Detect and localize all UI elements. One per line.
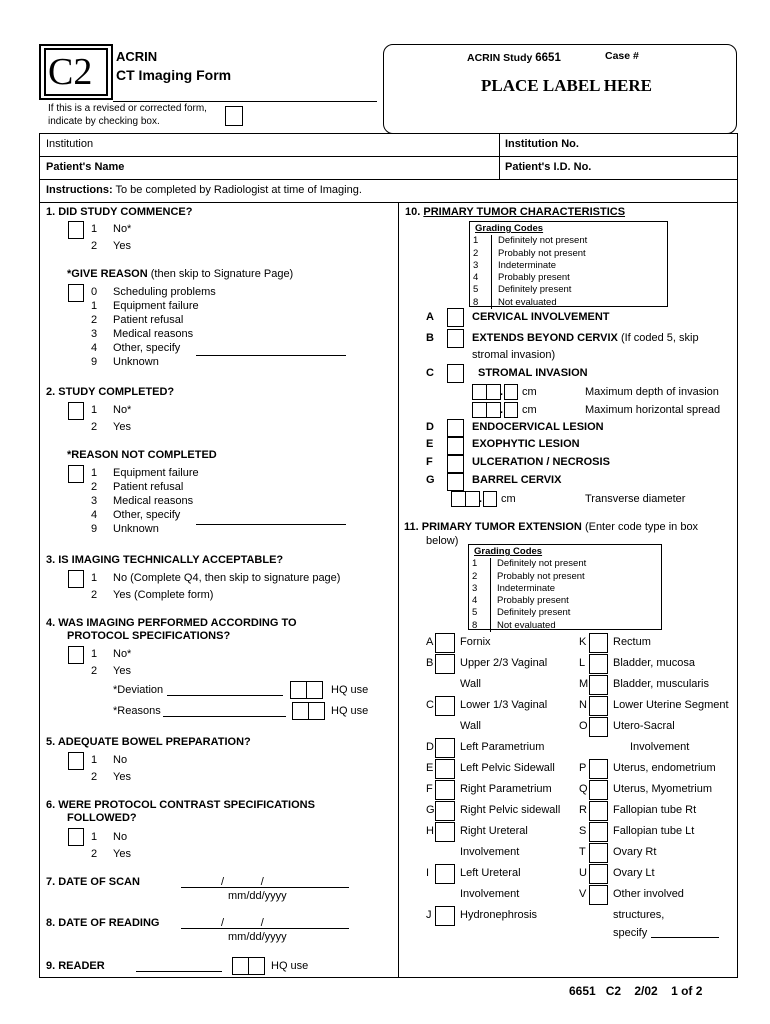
ext-box-n[interactable] [589, 696, 608, 716]
grading-code-number: 8 [473, 297, 492, 309]
footer-code: 6651 C2 2/02 1 of 2 [569, 984, 703, 998]
ext-letter-q: Q [579, 783, 588, 795]
ext-label-n: Lower Uterine Segment [613, 699, 729, 711]
q1-reason-num-0: 0 [91, 286, 98, 298]
ext-box-u[interactable] [589, 864, 608, 884]
q1-reason-box[interactable] [68, 284, 84, 302]
ext-letter-c: C [426, 699, 434, 711]
q1-opt1-num: 1 [91, 223, 98, 235]
ext-box-c[interactable] [435, 696, 455, 716]
q10-f-box[interactable] [447, 455, 464, 473]
q10-b-note-2: stromal invasion) [472, 349, 556, 361]
ext-box-t[interactable] [589, 843, 608, 863]
q2-title: 2. STUDY COMPLETED? [46, 386, 175, 398]
specify-label: specify [613, 927, 648, 939]
q5-opt1: No [113, 754, 128, 766]
q10-g-letter: G [426, 474, 435, 486]
q2-reason-num-0: 1 [91, 467, 98, 479]
q4-opt1-num: 1 [91, 648, 98, 660]
q4-hq-1: HQ use [331, 684, 369, 696]
ext-letter-a: A [426, 636, 434, 648]
grading-code-row [473, 235, 664, 247]
ext-label-g: Right Pelvic sidewall [460, 804, 561, 816]
q3-answer-box[interactable] [68, 570, 84, 588]
frame-right [737, 133, 738, 978]
q10-a-letter: A [426, 311, 434, 323]
q5-opt2-num: 2 [91, 771, 98, 783]
frame-bottom [39, 977, 737, 978]
q5-opt2: Yes [113, 771, 131, 783]
ext-label-h: Right Ureteral [460, 825, 528, 837]
spread-digit-1[interactable] [472, 402, 487, 418]
grading-code-row [473, 248, 664, 260]
ext-label-j: Hydronephrosis [460, 909, 538, 921]
grading-codes-table-2 [468, 544, 662, 630]
q4-hq-box-1a [290, 681, 307, 699]
ext-letter-j: J [426, 909, 432, 921]
q6-opt2-num: 2 [91, 848, 98, 860]
depth-digit-3[interactable] [504, 384, 518, 400]
grading-code-label: Indeterminate [498, 259, 557, 271]
ext-box-d[interactable] [435, 738, 455, 758]
ext-box-e[interactable] [435, 759, 455, 779]
q2-reason-label-0: Equipment failure [113, 467, 199, 479]
ext-label-l: Bladder, mucosa [613, 657, 695, 669]
grading-code-row [472, 607, 658, 619]
ext-box-l[interactable] [589, 654, 608, 674]
grading-code-label: Not evaluated [497, 619, 556, 631]
q1-reason-title: *GIVE REASON (then skip to Signature Page) [67, 268, 294, 280]
grading-code-row [473, 297, 664, 309]
patient-id-field[interactable]: Patient's I.D. No. [505, 161, 592, 173]
grading-code-label: Probably not present [498, 247, 586, 259]
q1-reason-label-3: Medical reasons [113, 328, 194, 340]
grading-code-number: 3 [473, 260, 492, 272]
ext-letter-m: M [579, 678, 589, 690]
q10-b-letter: B [426, 332, 434, 344]
ext-label-s: Fallopian tube Lt [613, 825, 695, 837]
transverse-digit-1[interactable] [451, 491, 466, 507]
instructions: Instructions: To be completed by Radiologist at time of Imaging. [46, 184, 362, 196]
grading-code-number: 1 [472, 558, 491, 570]
q4-opt2: Yes [113, 665, 131, 677]
q10-a-label: CERVICAL INVOLVEMENT [472, 311, 610, 323]
q2-reason-label-3: Other, specify [113, 509, 181, 521]
ext-label2-c: Wall [460, 720, 481, 732]
specify-line[interactable] [651, 937, 719, 938]
q1-opt2-num: 2 [91, 240, 98, 252]
grading-codes-heading: Grading Codes [474, 546, 543, 557]
ext-letter-b: B [426, 657, 434, 669]
ext-letter-n: N [579, 699, 587, 711]
ext-label-i: Left Ureteral [460, 867, 521, 879]
rule [39, 156, 737, 157]
q1-reason-num-1: 1 [91, 300, 98, 312]
ext-label-k: Rectum [613, 636, 651, 648]
ext-label-e: Left Pelvic Sidewall [460, 762, 555, 774]
ext-box-o[interactable] [589, 717, 608, 737]
ext-label2-h: Involvement [460, 846, 520, 858]
ext-box-j[interactable] [435, 906, 455, 926]
place-label: PLACE LABEL HERE [481, 76, 652, 95]
ext-letter-r: R [579, 804, 587, 816]
revised-note-2: indicate by checking box. [48, 116, 160, 127]
grading-code-number: 3 [472, 583, 491, 595]
q2-opt1-num: 1 [91, 404, 98, 416]
q4-opt2-num: 2 [91, 665, 98, 677]
ext-label-v: Other involved [613, 888, 684, 900]
ext-label-m: Bladder, muscularis [613, 678, 709, 690]
depth-label: Maximum depth of invasion [585, 386, 719, 398]
q1-reason-label-2: Patient refusal [113, 314, 184, 326]
q9-hq-box-b [248, 957, 265, 975]
ext-box-h[interactable] [435, 822, 455, 842]
ext-letter-s: S [579, 825, 587, 837]
grading-code-row [472, 595, 658, 607]
ext-label2-o: Involvement [630, 741, 690, 753]
grading-code-row [472, 583, 658, 595]
q1-reason-label-5: Unknown [113, 356, 159, 368]
grading-code-label: Probably present [497, 595, 569, 607]
q7-slashes: / / [221, 876, 264, 888]
ext-label-c: Lower 1/3 Vaginal [460, 699, 548, 711]
transverse-digit-3[interactable] [483, 491, 497, 507]
decimal-point: . [500, 404, 504, 416]
q2-reason-num-1: 2 [91, 481, 98, 493]
grading-code-number: 5 [473, 284, 492, 296]
q1-title: 1. DID STUDY COMMENCE? [46, 206, 193, 218]
q4-deviation-label: *Deviation [113, 684, 164, 696]
q7-title: 7. DATE OF SCAN [46, 876, 140, 888]
grading-code-label: Definitely not present [498, 235, 588, 247]
ext-label-f: Right Parametrium [460, 783, 552, 795]
ext-box-s[interactable] [589, 822, 608, 842]
q4-reasons-label: *Reasons [113, 705, 161, 717]
institution-no-field[interactable]: Institution No. [505, 138, 579, 150]
q11-title: 11. PRIMARY TUMOR EXTENSION (Enter code type in box [404, 521, 699, 533]
q1-reason-label-1: Equipment failure [113, 300, 199, 312]
ext-box-f[interactable] [435, 780, 455, 800]
grading-code-row [472, 571, 658, 583]
q9-title: 9. READER [46, 960, 105, 972]
depth-cm: cm [522, 386, 537, 398]
q10-a-box[interactable] [447, 308, 464, 327]
revised-checkbox[interactable] [225, 106, 243, 126]
grading-code-label: Definitely present [498, 284, 572, 296]
q10-b-box[interactable] [447, 329, 464, 348]
ext-letter-v: V [579, 888, 587, 900]
q2-reason-label-4: Unknown [113, 523, 159, 535]
q7-format: mm/dd/yyyy [228, 890, 287, 902]
grading-code-number: 1 [473, 235, 492, 247]
q4-reasons-line[interactable] [163, 716, 286, 717]
q6-opt2: Yes [113, 848, 131, 860]
case-label: Case # [605, 50, 639, 62]
rule [39, 202, 737, 203]
q4-title-1: 4. WAS IMAGING PERFORMED ACCORDING TO [46, 617, 297, 629]
ext-box-p[interactable] [589, 759, 608, 779]
q1-reason-label-4: Other, specify [113, 342, 181, 354]
q6-opt1-num: 1 [91, 831, 98, 843]
ext-label-p: Uterus, endometrium [613, 762, 716, 774]
q1-opt2: Yes [113, 240, 131, 252]
q5-answer-box[interactable] [68, 752, 84, 770]
ext-box-a[interactable] [435, 633, 455, 653]
grading-code-label: Not evaluated [498, 296, 557, 308]
q10-c-label: STROMAL INVASION [478, 367, 588, 379]
q10-g-label: BARREL CERVIX [472, 474, 562, 486]
ext-box-b[interactable] [435, 654, 455, 674]
q1-reason-label-0: Scheduling problems [113, 286, 216, 298]
ext-box-q[interactable] [589, 780, 608, 800]
q3-opt2: Yes (Complete form) [113, 589, 214, 601]
frame-left [39, 133, 40, 978]
ext-label-a: Fornix [460, 636, 491, 648]
q3-title: 3. IS IMAGING TECHNICALLY ACCEPTABLE? [46, 554, 284, 566]
ext-box-r[interactable] [589, 801, 608, 821]
rule [499, 133, 500, 179]
ext-letter-p: P [579, 762, 587, 774]
q7-date-line[interactable] [181, 887, 349, 888]
org-name: ACRIN [116, 49, 158, 64]
ext-label2-b: Wall [460, 678, 481, 690]
q8-title: 8. DATE OF READING [46, 917, 160, 929]
q2-reason-label-1: Patient refusal [113, 481, 184, 493]
grading-code-row [473, 272, 664, 284]
rule [39, 133, 737, 134]
grading-codes-table-1 [469, 221, 668, 307]
ext-label-o: Utero-Sacral [613, 720, 675, 732]
ext-letter-i: I [426, 867, 430, 879]
grading-code-row [473, 260, 664, 272]
depth-digit-1[interactable] [472, 384, 487, 400]
form-title: CT Imaging Form [116, 67, 232, 83]
ext-label-b: Upper 2/3 Vaginal [460, 657, 548, 669]
depth-digit-2[interactable] [486, 384, 504, 400]
q10-title: 10. PRIMARY TUMOR CHARACTERISTICS [405, 206, 626, 218]
q2-reason-num-4: 9 [91, 523, 98, 535]
q1-answer-box[interactable] [68, 221, 84, 239]
ext-letter-l: L [579, 657, 586, 669]
q2-reason-num-3: 4 [91, 509, 98, 521]
grading-code-label: Indeterminate [497, 582, 556, 594]
q6-answer-box[interactable] [68, 828, 84, 846]
q2-opt1: No* [113, 404, 132, 416]
ext-label-t: Ovary Rt [613, 846, 657, 858]
ext-box-g[interactable] [435, 801, 455, 821]
q8-format: mm/dd/yyyy [228, 931, 287, 943]
grading-code-number: 2 [473, 248, 492, 260]
q2-reason-num-2: 3 [91, 495, 98, 507]
q9-reader-line[interactable] [136, 971, 222, 972]
q2-opt2: Yes [113, 421, 131, 433]
grading-code-label: Probably present [498, 272, 570, 284]
ext-letter-g: G [426, 804, 435, 816]
q2-opt2-num: 2 [91, 421, 98, 433]
q2-reason-title: *REASON NOT COMPLETED [67, 449, 217, 461]
ext-label2-i: Involvement [460, 888, 520, 900]
patient-name-field[interactable]: Patient's Name [46, 161, 125, 173]
spread-label: Maximum horizontal spread [585, 404, 721, 416]
grading-code-number: 4 [472, 595, 491, 607]
revised-note-1: If this is a revised or corrected form, [48, 103, 207, 114]
grading-code-number: 5 [472, 607, 491, 619]
q1-specify-line[interactable] [196, 355, 346, 356]
ext-box-v[interactable] [589, 885, 608, 905]
q10-g-box[interactable] [447, 473, 464, 491]
q10-d-letter: D [426, 421, 434, 433]
q10-d-box[interactable] [447, 419, 464, 437]
ext-label-q: Uterus, Myometrium [613, 783, 713, 795]
q2-reason-box[interactable] [68, 465, 84, 483]
q2-answer-box[interactable] [68, 402, 84, 420]
study-label: ACRIN Study 6651 [467, 52, 561, 64]
grading-code-label: Probably not present [497, 570, 585, 582]
ext-label-d: Left Parametrium [460, 741, 545, 753]
q10-e-box[interactable] [447, 437, 464, 455]
ext-label2-v: structures, [613, 909, 665, 921]
ext-letter-t: T [579, 846, 586, 858]
grading-code-row [473, 284, 664, 296]
q10-d-label: ENDOCERVICAL LESION [472, 421, 604, 433]
ext-box-k[interactable] [589, 633, 608, 653]
grading-code-label: Definitely present [497, 607, 571, 619]
decimal-point: . [500, 386, 504, 398]
q4-title-2: PROTOCOL SPECIFICATIONS? [67, 630, 231, 642]
ext-letter-u: U [579, 867, 587, 879]
transverse-cm: cm [501, 493, 516, 505]
q6-title-1: 6. WERE PROTOCOL CONTRAST SPECIFICATIONS [46, 799, 315, 811]
q6-title-2: FOLLOWED? [67, 812, 137, 824]
q9-hq: HQ use [271, 960, 309, 972]
grading-code-number: 8 [472, 620, 491, 632]
grading-code-label: Definitely not present [497, 558, 587, 570]
q4-deviation-line[interactable] [167, 695, 283, 696]
ext-label-r: Fallopian tube Rt [613, 804, 697, 816]
q4-hq-2: HQ use [331, 705, 369, 717]
q5-title: 5. ADEQUATE BOWEL PREPARATION? [46, 736, 251, 748]
spread-cm: cm [522, 404, 537, 416]
rule [39, 179, 737, 180]
grading-code-row [472, 620, 658, 632]
ext-letter-e: E [426, 762, 434, 774]
institution-field[interactable]: Institution [46, 138, 94, 150]
q3-opt1-num: 1 [91, 572, 98, 584]
q10-b-label: EXTENDS BEYOND CERVIX (If coded 5, skip [472, 332, 699, 344]
q10-f-label: ULCERATION / NECROSIS [472, 456, 610, 468]
spread-digit-3[interactable] [504, 402, 518, 418]
ext-box-i[interactable] [435, 864, 455, 884]
ext-letter-h: H [426, 825, 434, 837]
q10-e-label: EXOPHYTIC LESION [472, 438, 580, 450]
q3-opt2-num: 2 [91, 589, 98, 601]
q1-reason-num-4: 4 [91, 342, 98, 354]
form-code: C2 [48, 51, 93, 93]
q4-hq-box-2b [308, 702, 325, 720]
q10-f-letter: F [426, 456, 433, 468]
grading-code-row [472, 558, 658, 570]
q2-reason-label-2: Medical reasons [113, 495, 194, 507]
q2-specify-line[interactable] [196, 524, 346, 525]
spread-digit-2[interactable] [486, 402, 504, 418]
q8-slashes: / / [221, 917, 264, 929]
grading-code-number: 4 [473, 272, 492, 284]
ext-label-u: Ovary Lt [613, 867, 655, 879]
q9-hq-box-a [232, 957, 249, 975]
q1-reason-num-2: 2 [91, 314, 98, 326]
q6-opt1: No [113, 831, 128, 843]
q5-opt1-num: 1 [91, 754, 98, 766]
decimal-point: . [479, 493, 483, 505]
column-divider [398, 202, 399, 977]
q10-c-letter: C [426, 367, 434, 379]
q1-opt1: No* [113, 223, 132, 235]
q10-c-box[interactable] [447, 364, 464, 383]
ext-letter-o: O [579, 720, 588, 732]
transverse-digit-2[interactable] [465, 491, 483, 507]
q4-hq-box-2a [292, 702, 309, 720]
ext-letter-k: K [579, 636, 587, 648]
q11-note-2: below) [426, 535, 459, 547]
transverse-label: Transverse diameter [585, 493, 686, 505]
q10-e-letter: E [426, 438, 434, 450]
ext-letter-d: D [426, 741, 434, 753]
q1-reason-num-5: 9 [91, 356, 98, 368]
ext-letter-f: F [426, 783, 433, 795]
ext-box-m[interactable] [589, 675, 608, 695]
q4-answer-box[interactable] [68, 646, 84, 664]
q4-opt1: No* [113, 648, 132, 660]
q3-opt1: No (Complete Q4, then skip to signature page) [113, 572, 341, 584]
grading-code-number: 2 [472, 571, 491, 583]
grading-codes-heading: Grading Codes [475, 223, 544, 234]
q4-hq-box-1b [306, 681, 323, 699]
q8-date-line[interactable] [181, 928, 349, 929]
q1-reason-num-3: 3 [91, 328, 98, 340]
